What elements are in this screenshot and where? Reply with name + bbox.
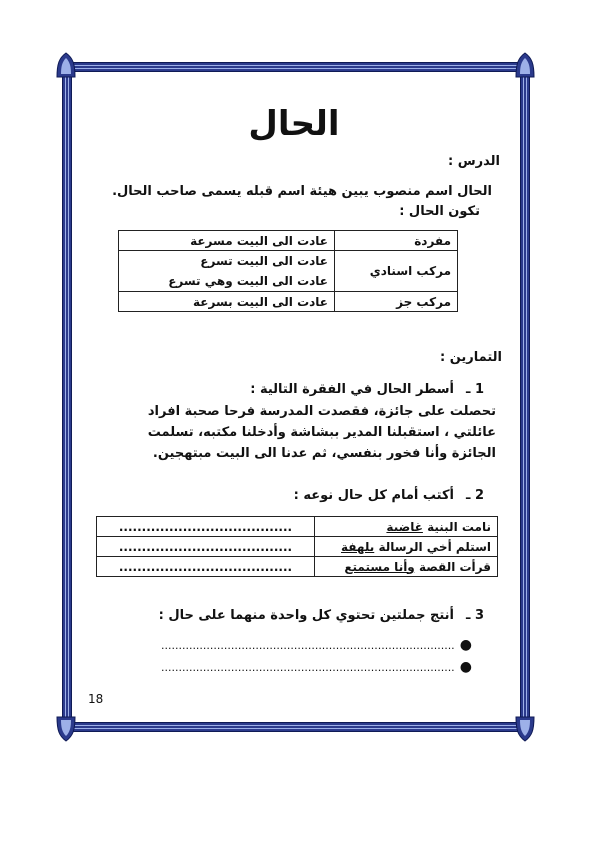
corner-ornament-icon [55,716,77,742]
exercises-label: التمارين : [439,350,502,365]
example-cell: عادت الى البيت مسرعة [119,231,335,251]
answer-dots: .................................................................................... [160,661,455,674]
frame-bottom-border [66,722,526,732]
page-title: الحال [248,104,340,144]
types-table [118,230,458,312]
worksheet-page [78,78,510,720]
definition-text: الحال اسم منصوب يبين هيئة اسم قبله يسمى صاحب الحال. [112,184,492,199]
exercise1-number: 1 ـ [465,382,484,397]
corner-ornament-icon [55,52,77,78]
table-row [119,231,458,251]
table-row [97,517,498,537]
example-cell [119,251,335,292]
exercise2-instruction: أكتب أمام كل حال نوعه : [293,488,454,503]
hal-type-table [96,516,498,577]
exercise3-instruction: أنتج جملتين تحتوي كل واحدة منهما على حال : [158,608,454,623]
frame-top-border [66,62,526,72]
example-cell: عادت الى البيت بسرعة [119,292,335,312]
frame-left-border [62,62,72,732]
exercise2-number: 2 ـ [465,488,484,503]
page-number: 18 [88,692,104,706]
sentence-cell: قرأت القصة وأنا مستمتع [315,557,498,577]
sentence-cell: نامت البنية غاضبة [315,517,498,537]
corner-ornament-icon [514,716,536,742]
answer-cell[interactable]: ...................................... [97,517,315,537]
sentence-cell: استلم أخي الرسالة بلهفة [315,537,498,557]
table-row [97,537,498,557]
frame-right-border [520,62,530,732]
example-line: عادت الى البيت وهي تسرع [168,274,328,288]
exercise1-instruction: أسطر الحال في الفقرة التالية : [250,382,454,397]
exercise1-paragraph-line: عائلتي ، استقبلنا المدير ببشاشة وأدخلنا مكتبه، تسلمت [147,425,496,440]
answer-dots: .................................................................................... [160,639,455,652]
exercise1-paragraph-line: الجائزة وأنا فخور بنفسي، ثم عدنا الى البيت مبتهجين. [152,446,496,461]
type-cell: مركب جز [335,292,458,312]
exercise3-number: 3 ـ [465,608,484,623]
table-row [119,251,458,292]
table-row [119,292,458,312]
corner-ornament-icon [514,52,536,78]
answer-line-2[interactable] [161,656,472,675]
hal-word: بلهفة [341,539,375,554]
bullet-icon: ● [459,637,472,653]
bullet-icon: ● [459,659,472,675]
answer-cell[interactable]: ...................................... [97,537,315,557]
types-label: تكون الحال : [399,204,480,219]
exercise1-paragraph-line: تحصلت على جائزة، فقصدت المدرسة فرحا صحبة افراد [147,404,496,419]
answer-cell[interactable]: ...................................... [97,557,315,577]
table-row [97,557,498,577]
lesson-label: الدرس : [448,154,500,169]
hal-word: وأنا مستمتع [344,559,415,574]
answer-line-1[interactable] [161,634,472,653]
type-cell: مفردة [335,231,458,251]
type-cell: مركب اسنادي [335,251,458,292]
example-line: عادت الى البيت تسرع [200,254,328,268]
hal-word: غاضبة [386,519,423,534]
